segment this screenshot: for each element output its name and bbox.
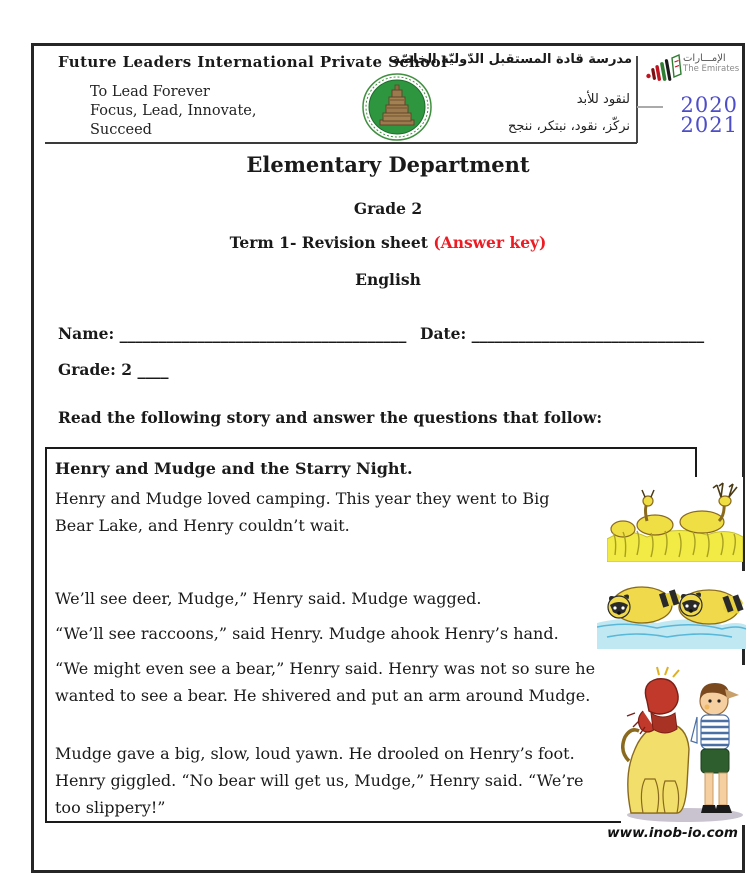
department-title: Elementary Department xyxy=(246,152,530,177)
story-p3-line1: “We’ll see raccoons,” said Henry. Mudge ahook Henry’s hand. xyxy=(55,624,559,643)
grade-title: Grade 2 xyxy=(353,199,423,218)
date-blank-line: ______________________________ xyxy=(471,324,705,343)
story-p1-line1: Henry and Mudge loved camping. This year they went to Big xyxy=(55,489,550,508)
story-paragraph-4 xyxy=(55,655,595,709)
school-motto-arabic-2: نركّز، نقود، نبتكر، ننجح xyxy=(508,119,630,134)
term-title-text: Term 1- Revision sheet xyxy=(229,233,434,252)
emirates-brand-arabic: الإمـــارات xyxy=(683,53,726,64)
uae-flag-brand-icon xyxy=(645,54,683,88)
subject-title: English xyxy=(355,270,421,289)
dog-and-boy-illustration xyxy=(621,665,749,825)
motto-line-3: Succeed xyxy=(90,122,152,138)
header-vertical-divider xyxy=(636,56,638,143)
name-label: Name: xyxy=(58,324,120,343)
year-tick-line xyxy=(637,106,663,108)
emirates-brand-block xyxy=(645,52,738,94)
academic-year xyxy=(664,95,738,135)
header-divider-line xyxy=(45,142,637,144)
school-motto-english xyxy=(90,83,256,140)
deer-illustration xyxy=(607,477,743,562)
story-paragraph-1 xyxy=(55,485,549,539)
motto-line-1: To Lead Forever xyxy=(90,84,210,100)
story-p5-line2: Henry giggled. “No bear will get us, Mudge,” Henry said. “We’re xyxy=(55,771,584,790)
story-paragraph-3 xyxy=(55,620,559,647)
term-title xyxy=(31,233,745,252)
grade-field xyxy=(58,360,168,379)
year-bottom: 2021 xyxy=(680,113,738,137)
story-paragraph-5 xyxy=(55,740,583,821)
raccoons-illustration xyxy=(597,571,746,649)
story-p5-line3: too slippery!” xyxy=(55,798,166,817)
story-p1-line2: Bear Lake, and Henry couldn’t wait. xyxy=(55,516,350,535)
date-label: Date: xyxy=(420,324,472,343)
grade-blank-line: ____ xyxy=(137,360,169,379)
school-name-english: Future Leaders International Private School xyxy=(58,53,448,71)
story-p2-line1: We’ll see deer, Mudge,” Henry said. Mudge wagged. xyxy=(55,589,482,608)
school-logo-icon xyxy=(362,72,432,142)
name-field xyxy=(58,324,406,343)
date-field xyxy=(420,324,704,343)
school-motto-arabic-1: لنقود للأبد xyxy=(576,92,630,107)
story-p5-line1: Mudge gave a big, slow, loud yawn. He drooled on Henry’s foot. xyxy=(55,744,575,763)
year-top: 2020 xyxy=(680,93,738,117)
story-title: Henry and Mudge and the Starry Night. xyxy=(55,459,413,478)
watermark-url: www.inob-io.com xyxy=(607,825,738,841)
instruction-text: Read the following story and answer the questions that follow: xyxy=(58,408,603,427)
motto-line-2: Focus, Lead, Innovate, xyxy=(90,103,257,119)
emirates-brand-english: The Emirates xyxy=(683,64,740,74)
answer-key-label: (Answer key) xyxy=(433,233,547,252)
story-p4-line1: “We might even see a bear,” Henry said. Henry was not so sure he xyxy=(55,659,596,678)
story-p4-line2: wanted to see a bear. He shivered and put an arm around Mudge. xyxy=(55,686,591,705)
grade-label: Grade: 2 xyxy=(58,360,138,379)
name-blank-line: _____________________________________ xyxy=(119,324,407,343)
story-paragraph-2 xyxy=(55,585,482,612)
school-name-arabic: مدرسة قادة المستقبل الدّوليّة الخاصّة xyxy=(392,52,632,67)
